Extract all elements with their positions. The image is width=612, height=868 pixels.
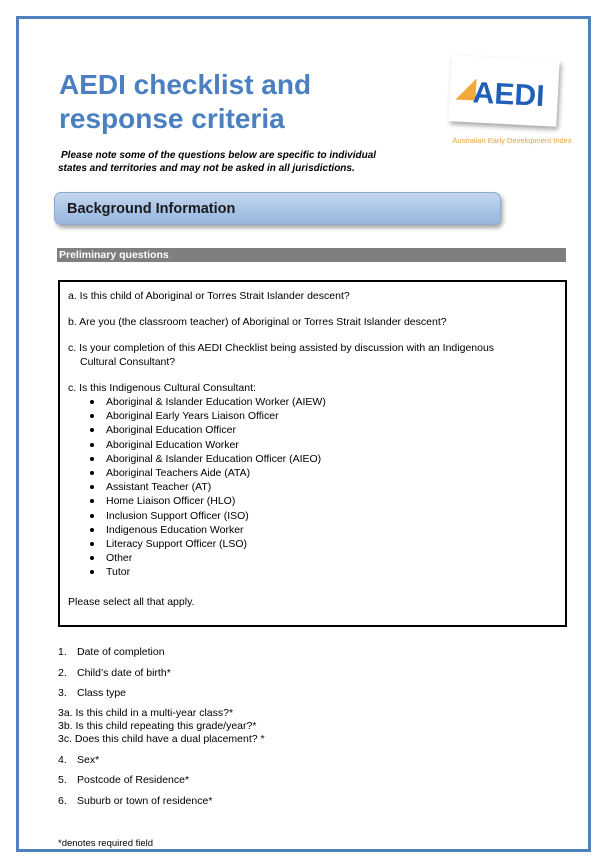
item-3: 3. Class type <box>58 687 127 699</box>
section-banner <box>54 192 501 225</box>
list-item: Assistant Teacher (AT) <box>86 480 326 494</box>
list-item: Tutor <box>86 565 326 579</box>
bullet-icon <box>90 485 94 489</box>
logo-text: AEDI <box>471 76 546 114</box>
question-c2: c. Is this Indigenous Cultural Consultant: <box>68 382 256 394</box>
list-item: Aboriginal & Islander Education Officer (AIEO) <box>86 452 326 466</box>
item-5: 5. Postcode of Residence* <box>58 774 190 786</box>
bullet-icon <box>90 414 94 418</box>
bullet-icon <box>90 514 94 518</box>
preliminary-questions-box <box>58 280 567 627</box>
list-item: Literacy Support Officer (LSO) <box>86 537 326 551</box>
bullet-icon <box>90 428 94 432</box>
jurisdiction-note <box>58 149 418 175</box>
list-item: Aboriginal Education Worker <box>86 438 326 452</box>
question-b: b. Are you (the classroom teacher) of Aboriginal or Torres Strait Islander descent? <box>68 316 447 328</box>
list-item: Other <box>86 551 326 565</box>
required-field-footnote: *denotes required field <box>58 838 154 849</box>
item-2: 2. Child’s date of birth* <box>58 667 171 679</box>
item-6: 6. Suburb or town of residence* <box>58 795 213 807</box>
title-line-2: response criteria <box>59 103 285 134</box>
subsection-bar: Preliminary questions <box>57 248 566 262</box>
bullet-icon <box>90 528 94 532</box>
question-a: a. Is this child of Aboriginal or Torres Strait Islander descent? <box>68 290 350 302</box>
title-line-1: AEDI checklist and <box>59 69 312 100</box>
select-all-note: Please select all that apply. <box>68 596 195 608</box>
bullet-icon <box>90 570 94 574</box>
logo-subtitle: Australian Early Development Index <box>452 136 572 145</box>
aedi-logo <box>448 55 559 127</box>
note-line-1: Please note some of the questions below are specific to individual <box>61 150 377 161</box>
list-item: Inclusion Support Officer (ISO) <box>86 509 326 523</box>
item-3a: 3a. Is this child in a multi-year class?* <box>58 707 234 719</box>
question-c1-line-2: Cultural Consultant? <box>80 356 176 368</box>
item-1: 1. Date of completion <box>58 646 165 658</box>
consultant-options-list <box>86 395 326 579</box>
item-3c: 3c. Does this child have a dual placement? * <box>58 733 265 745</box>
bullet-icon <box>90 556 94 560</box>
section-title: Background Information <box>67 201 236 217</box>
note-line-2: states and territories and may not be asked in all jurisdictions. <box>58 163 355 174</box>
item-3b: 3b. Is this child repeating this grade/year?* <box>58 720 257 732</box>
list-item: Aboriginal Teachers Aide (ATA) <box>86 466 326 480</box>
list-item: Indigenous Education Worker <box>86 523 326 537</box>
page-title <box>59 68 409 136</box>
list-item: Home Liaison Officer (HLO) <box>86 494 326 508</box>
question-c1 <box>68 341 558 369</box>
list-item: Aboriginal & Islander Education Worker (AIEW) <box>86 395 326 409</box>
bullet-icon <box>90 400 94 404</box>
item-4: 4. Sex* <box>58 754 100 766</box>
bullet-icon <box>90 471 94 475</box>
bullet-icon <box>90 443 94 447</box>
list-item: Aboriginal Early Years Liaison Officer <box>86 409 326 423</box>
question-c1-line-1: c. Is your completion of this AEDI Checklist being assisted by discussion with an Indigenous <box>68 342 495 354</box>
bullet-icon <box>90 499 94 503</box>
bullet-icon <box>90 542 94 546</box>
bullet-icon <box>90 457 94 461</box>
list-item: Aboriginal Education Officer <box>86 423 326 437</box>
